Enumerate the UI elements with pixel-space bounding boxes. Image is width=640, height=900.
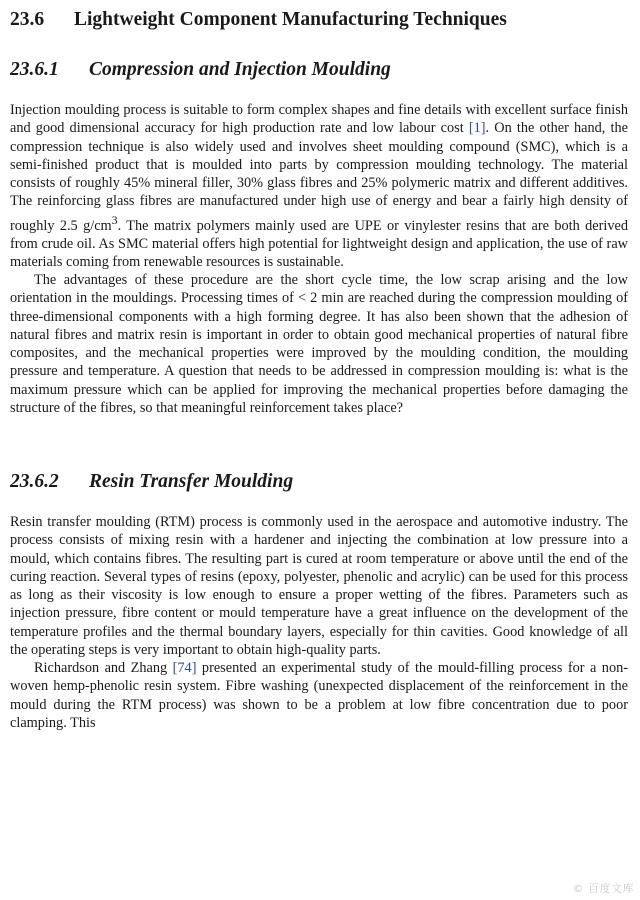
- subsection-heading-compression: [10, 57, 628, 83]
- subsection-heading-rtm: [10, 469, 628, 495]
- subsection-number: 23.6.1: [10, 59, 59, 80]
- paragraph-rtm-2: [10, 659, 628, 732]
- citation-link[interactable]: [1]: [468, 120, 486, 137]
- section-title: Lightweight Component Manufacturing Techniques: [74, 9, 507, 30]
- paragraph-text: . The matrix polymers mainly used are UPE or vinylester resins that are both derived from crude oil. As SMC material offers high potential for lightweight design and application, the use of raw materials coming from renewable resources is sustainable.: [10, 217, 628, 270]
- subsection-title: Compression and Injection Moulding: [89, 59, 391, 80]
- citation-link[interactable]: [74]: [172, 660, 197, 677]
- subsection-title: Resin Transfer Moulding: [89, 471, 294, 493]
- paragraph-compression-2: The advantages of these procedure are the short cycle time, the low scrap arising and the low orientation in the mouldings. Processing times of < 2 min are reached during the compression moulding of three-dimensional components with a high forming degree. It has also been shown that the adhesion of natural fibres and matrix resin is important in order to obtain good mechanical properties of natural fibre composites, and the mechanical properties were improved by the moulding condition, the moulding pressure and temperature. A question that needs to be addressed in compression moulding is: what is the maximum pressure which can be applied for improving the mechanical properties before damaging the structure of the fibres, so that meaningful reinforcement takes place?: [10, 272, 628, 416]
- section-number: 23.6: [10, 9, 45, 30]
- document-page: [10, 0, 628, 900]
- paragraph-compression-1: [10, 101, 628, 271]
- paragraph-text: . On the other hand, the compression technique is also widely used and involves sheet moulding compound (SMC), which is a semi-finished product that is moulded into parts by compression moulding technology. The material consists of roughly 45% mineral filler, 30% glass fibres and 25% polymeric matrix and different additives. The reinforcing glass fibres are manufactured under high use of energy and bear a fairly high density of roughly 2.5 g/cm: [10, 120, 628, 234]
- superscript: 3: [111, 212, 118, 227]
- section-heading: [10, 7, 628, 33]
- paragraph-text: presented an experimental study of the mould-filling process for a non-woven hemp-phenolic resin system. Fibre washing (unexpected displacement of the reinforcement in the mould during the RTM process) was shown to be a problem at low fibre concentration due to poor clamping. This: [10, 660, 628, 731]
- subsection-number: 23.6.2: [10, 471, 59, 493]
- watermark: © 百度文库: [572, 882, 634, 895]
- paragraph-text: Richardson and Zhang: [34, 660, 173, 677]
- paragraph-rtm-1: Resin transfer moulding (RTM) process is commonly used in the aerospace and automotive industry. The process consists of mixing resin with a hardener and injecting the combination at low pressure into a mould, which contains fibres. The resulting part is cured at room temperature or above until the end of the curing reaction. Several types of resins (epoxy, polyester, phenolic and acrylic) can be used for this process as long as their viscosity is low enough to ensure a proper wetting of the fibres. Parameters such as injection pressure, fibre content or mould temperature have a great influence on the development of the temperature profiles and the thermal boundary layers, especially for thin cavities. Good knowledge of all the operating steps is very important to obtain high-quality parts.: [10, 514, 628, 658]
- paragraph-text: Injection moulding process is suitable to form complex shapes and fine details with excellent surface finish and good dimensional accuracy for high production rate and low labour cost: [10, 102, 628, 137]
